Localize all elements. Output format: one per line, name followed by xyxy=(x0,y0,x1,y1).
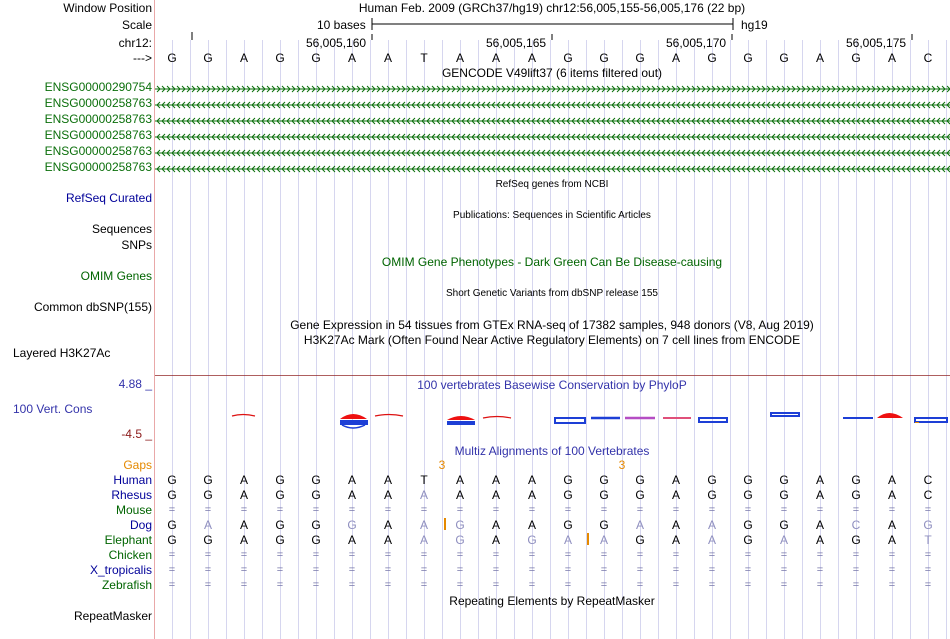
gene-feature[interactable] xyxy=(155,163,950,173)
aligned-base: = xyxy=(852,504,860,516)
gap-count-row xyxy=(155,458,950,472)
reference-base: G xyxy=(779,51,789,65)
aligned-base: C xyxy=(923,488,933,502)
dog-insertion-marker xyxy=(444,518,446,530)
alignment-row[interactable] xyxy=(155,488,950,502)
aligned-base: = xyxy=(672,504,680,516)
aligned-base: = xyxy=(636,579,644,591)
aligned-base: A xyxy=(239,488,248,502)
reference-base: T xyxy=(420,51,428,65)
coord-tick-1: 56,005,160 xyxy=(306,36,367,50)
track-label-dbsnp[interactable]: Common dbSNP(155) xyxy=(33,300,152,314)
aligned-base: G xyxy=(527,533,537,547)
aligned-base: A xyxy=(347,473,356,487)
reference-base: A xyxy=(527,51,536,65)
aligned-base: A xyxy=(491,533,500,547)
cons-max-value: 4.88 _ xyxy=(118,377,152,391)
alignment-row[interactable] xyxy=(155,473,950,487)
aligned-base: = xyxy=(600,579,608,591)
multiz-title: Multiz Alignments of 100 Vertebrates xyxy=(454,444,650,458)
aligned-base: = xyxy=(888,579,896,591)
aligned-base: G xyxy=(779,518,789,532)
aligned-base: A xyxy=(887,488,896,502)
reference-base: G xyxy=(707,51,717,65)
aligned-base: = xyxy=(564,579,572,591)
aligned-base: G xyxy=(167,488,177,502)
scale-label: Scale xyxy=(121,18,152,32)
aligned-base: A xyxy=(887,533,896,547)
scale-text: 10 bases xyxy=(317,18,366,32)
aligned-base: = xyxy=(168,504,176,516)
aligned-base: = xyxy=(816,549,824,561)
reference-base: G xyxy=(203,51,213,65)
gene-feature[interactable] xyxy=(155,99,950,109)
aligned-base: = xyxy=(204,579,212,591)
elephant-insertion-marker xyxy=(587,533,589,545)
aligned-base: = xyxy=(564,549,572,561)
aligned-base: A xyxy=(383,533,392,547)
aligned-base: G xyxy=(203,533,213,547)
aligned-base: G xyxy=(599,473,609,487)
gene-label-4[interactable]: ENSG00000258763 xyxy=(44,128,152,142)
aligned-base: = xyxy=(888,504,896,516)
aligned-base: = xyxy=(240,549,248,561)
aligned-base: = xyxy=(312,504,320,516)
aligned-base: = xyxy=(780,564,788,576)
gene-feature[interactable] xyxy=(155,83,950,93)
aligned-base: = xyxy=(780,504,788,516)
aligned-base: G xyxy=(923,518,933,532)
aligned-base: A xyxy=(491,488,500,502)
aligned-base: = xyxy=(276,549,284,561)
dbsnp-title: Short Genetic Variants from dbSNP release 155 xyxy=(446,288,658,299)
aligned-base: G xyxy=(311,518,321,532)
aligned-base: = xyxy=(168,549,176,561)
aligned-base: = xyxy=(456,504,464,516)
aligned-base: T xyxy=(420,473,428,487)
aligned-base: = xyxy=(852,579,860,591)
aligned-base: A xyxy=(239,533,248,547)
aligned-base: A xyxy=(779,533,788,547)
reference-base: G xyxy=(167,51,177,65)
aligned-base: = xyxy=(420,504,428,516)
aligned-base: G xyxy=(167,518,177,532)
gene-label-3[interactable]: ENSG00000258763 xyxy=(44,112,152,126)
coord-tick-2: 56,005,165 xyxy=(486,36,547,50)
aligned-base: A xyxy=(527,473,536,487)
aligned-base: = xyxy=(420,579,428,591)
aligned-base: T xyxy=(924,533,932,547)
reference-base: G xyxy=(599,51,609,65)
aligned-base: = xyxy=(672,564,680,576)
aligned-base: C xyxy=(923,473,933,487)
aligned-base: A xyxy=(671,518,680,532)
aligned-base: = xyxy=(672,549,680,561)
aligned-base: = xyxy=(528,564,536,576)
aligned-base: A xyxy=(563,533,572,547)
species-label-elephant[interactable]: Elephant xyxy=(104,533,152,547)
aligned-base: A xyxy=(887,518,896,532)
gtex-title: Gene Expression in 54 tissues from GTEx RNA-seq of 17382 samples, 948 donors (V8, Aug 2019) xyxy=(290,318,814,332)
scale-bar xyxy=(155,0,950,40)
aligned-base: A xyxy=(347,533,356,547)
aligned-base: G xyxy=(707,488,717,502)
gap-count: 3 xyxy=(438,458,446,472)
aligned-base: = xyxy=(636,504,644,516)
aligned-base: G xyxy=(275,518,285,532)
aligned-base: = xyxy=(420,564,428,576)
aligned-base: A xyxy=(347,488,356,502)
aligned-base: = xyxy=(672,579,680,591)
aligned-base: A xyxy=(527,488,536,502)
aligned-base: = xyxy=(564,564,572,576)
aligned-base: = xyxy=(456,579,464,591)
aligned-base: G xyxy=(635,488,645,502)
aligned-base: A xyxy=(599,533,608,547)
aligned-base: = xyxy=(168,564,176,576)
species-label-x-tropicalis[interactable]: X_tropicalis xyxy=(89,563,152,577)
aligned-base: = xyxy=(528,549,536,561)
aligned-base: G xyxy=(851,533,861,547)
aligned-base: G xyxy=(563,473,573,487)
aligned-base: A xyxy=(419,488,428,502)
aligned-base: = xyxy=(744,564,752,576)
aligned-base: = xyxy=(348,549,356,561)
aligned-base: A xyxy=(815,473,824,487)
track-display-area[interactable] xyxy=(155,0,950,639)
aligned-base: G xyxy=(203,488,213,502)
position-title: Human Feb. 2009 (GRCh37/hg19) chr12:56,005,155-56,005,176 (22 bp) xyxy=(358,1,746,15)
aligned-base: G xyxy=(599,488,609,502)
aligned-base: = xyxy=(780,579,788,591)
aligned-base: A xyxy=(419,518,428,532)
aligned-base: G xyxy=(275,533,285,547)
aligned-base: = xyxy=(384,564,392,576)
aligned-base: A xyxy=(383,518,392,532)
cons-min-value: -4.5 _ xyxy=(121,427,152,441)
reference-base: A xyxy=(347,51,356,65)
aligned-base: = xyxy=(924,504,932,516)
reference-base: G xyxy=(743,51,753,65)
aligned-base: = xyxy=(384,549,392,561)
reference-base: A xyxy=(383,51,392,65)
aligned-base: A xyxy=(455,488,464,502)
h3k27ac-title: H3K27Ac Mark (Often Found Near Active Regulatory Elements) on 7 cell lines from ENCODE xyxy=(303,333,801,347)
gene-label-6[interactable]: ENSG00000258763 xyxy=(44,160,152,174)
aligned-base: = xyxy=(924,564,932,576)
track-label-h3k27ac[interactable]: Layered H3K27Ac xyxy=(13,346,111,360)
aligned-base: = xyxy=(204,549,212,561)
publications-title: Publications: Sequences in Scientific Articles xyxy=(453,210,651,221)
aligned-base: = xyxy=(708,564,716,576)
reference-base: G xyxy=(311,51,321,65)
aligned-base: A xyxy=(491,473,500,487)
aligned-base: = xyxy=(636,564,644,576)
aligned-base: = xyxy=(168,579,176,591)
track-label-vert-cons[interactable]: 100 Vert. Cons xyxy=(13,402,93,416)
aligned-base: G xyxy=(347,518,357,532)
aligned-base: G xyxy=(203,473,213,487)
aligned-base: = xyxy=(528,504,536,516)
reference-base: A xyxy=(491,51,500,65)
aligned-base: = xyxy=(384,504,392,516)
aligned-base: A xyxy=(455,473,464,487)
aligned-base: = xyxy=(312,579,320,591)
aligned-base: = xyxy=(708,504,716,516)
aligned-base: = xyxy=(888,564,896,576)
track-label-repeatmasker[interactable]: RepeatMasker xyxy=(73,609,152,623)
aligned-base: A xyxy=(383,473,392,487)
aligned-base: G xyxy=(707,473,717,487)
strand-arrow-label: ---> xyxy=(133,51,152,65)
aligned-base: G xyxy=(599,518,609,532)
species-label-chicken[interactable]: Chicken xyxy=(108,548,152,562)
aligned-base: G xyxy=(635,473,645,487)
aligned-base: G xyxy=(635,533,645,547)
aligned-base: = xyxy=(924,579,932,591)
aligned-base: A xyxy=(887,473,896,487)
omim-title: OMIM Gene Phenotypes - Dark Green Can Be Disease-causing xyxy=(381,255,723,269)
gene-label-1[interactable]: ENSG00000290754 xyxy=(44,80,152,94)
aligned-base: A xyxy=(671,473,680,487)
reference-base: A xyxy=(671,51,680,65)
aligned-base: A xyxy=(383,488,392,502)
reference-base: A xyxy=(815,51,824,65)
aligned-base: G xyxy=(743,473,753,487)
aligned-base: = xyxy=(492,504,500,516)
species-label-mouse[interactable]: Mouse xyxy=(115,503,152,517)
aligned-base: A xyxy=(815,488,824,502)
coord-tick-4: 56,005,175 xyxy=(846,36,907,50)
reference-base: A xyxy=(887,51,896,65)
phylop-conservation-plot xyxy=(155,404,950,434)
aligned-base: = xyxy=(240,564,248,576)
alignment-row[interactable] xyxy=(155,503,950,517)
aligned-base: G xyxy=(311,473,321,487)
reference-base: A xyxy=(455,51,464,65)
aligned-base: G xyxy=(311,533,321,547)
aligned-base: = xyxy=(348,504,356,516)
alignment-row[interactable] xyxy=(155,518,950,532)
alignment-row[interactable] xyxy=(155,533,950,547)
gap-count: 3 xyxy=(618,458,626,472)
reference-base: G xyxy=(563,51,573,65)
alignment-row[interactable] xyxy=(155,578,950,592)
species-label-dog[interactable]: Dog xyxy=(129,518,152,532)
aligned-base: = xyxy=(600,549,608,561)
reference-base: G xyxy=(851,51,861,65)
aligned-base: = xyxy=(456,564,464,576)
h3k27ac-baseline xyxy=(155,375,950,376)
aligned-base: = xyxy=(816,504,824,516)
aligned-base: A xyxy=(707,533,716,547)
aligned-base: = xyxy=(708,549,716,561)
reference-base-row xyxy=(155,51,950,65)
aligned-base: = xyxy=(888,549,896,561)
aligned-base: = xyxy=(924,549,932,561)
assembly-label: hg19 xyxy=(741,18,768,32)
gene-label-2[interactable]: ENSG00000258763 xyxy=(44,96,152,110)
aligned-base: A xyxy=(239,473,248,487)
aligned-base: = xyxy=(708,579,716,591)
aligned-base: = xyxy=(240,504,248,516)
aligned-base: G xyxy=(563,518,573,532)
track-label-column xyxy=(0,0,155,639)
repeatmasker-title: Repeating Elements by RepeatMasker xyxy=(449,594,655,608)
track-label-sequences[interactable]: Sequences xyxy=(91,222,152,236)
aligned-base: G xyxy=(851,473,861,487)
aligned-base: = xyxy=(852,549,860,561)
aligned-base: G xyxy=(275,473,285,487)
aligned-base: G xyxy=(563,488,573,502)
aligned-base: A xyxy=(203,518,212,532)
aligned-base: = xyxy=(276,504,284,516)
reference-base: C xyxy=(923,51,933,65)
chrom-label: chr12: xyxy=(118,36,152,50)
gene-feature[interactable] xyxy=(155,147,950,157)
aligned-base: = xyxy=(744,549,752,561)
aligned-base: = xyxy=(492,564,500,576)
aligned-base: A xyxy=(815,518,824,532)
reference-base: A xyxy=(239,51,248,65)
aligned-base: = xyxy=(744,504,752,516)
aligned-base: G xyxy=(455,518,465,532)
aligned-base: = xyxy=(312,549,320,561)
reference-base: G xyxy=(635,51,645,65)
aligned-base: = xyxy=(528,579,536,591)
species-label-zebrafish[interactable]: Zebrafish xyxy=(101,578,152,592)
aligned-base: G xyxy=(167,473,177,487)
aligned-base: = xyxy=(348,564,356,576)
aligned-base: = xyxy=(276,579,284,591)
aligned-base: A xyxy=(491,518,500,532)
refseq-title: RefSeq genes from NCBI xyxy=(495,179,609,190)
aligned-base: = xyxy=(564,504,572,516)
track-label-omim[interactable]: OMIM Genes xyxy=(80,269,152,283)
aligned-base: G xyxy=(743,533,753,547)
window-position-label: Window Position xyxy=(63,1,152,15)
aligned-base: G xyxy=(455,533,465,547)
aligned-base: A xyxy=(671,533,680,547)
reference-base: G xyxy=(275,51,285,65)
aligned-base: G xyxy=(743,488,753,502)
gene-label-5[interactable]: ENSG00000258763 xyxy=(44,144,152,158)
aligned-base: = xyxy=(456,549,464,561)
alignment-row[interactable] xyxy=(155,563,950,577)
alignment-row[interactable] xyxy=(155,548,950,562)
species-label-rhesus[interactable]: Rhesus xyxy=(111,488,152,502)
aligned-base: = xyxy=(348,579,356,591)
aligned-base: G xyxy=(311,488,321,502)
track-label-gaps: Gaps xyxy=(123,458,152,472)
aligned-base: = xyxy=(276,564,284,576)
aligned-base: = xyxy=(204,504,212,516)
aligned-base: = xyxy=(744,579,752,591)
aligned-base: G xyxy=(779,473,789,487)
aligned-base: = xyxy=(600,504,608,516)
aligned-base: G xyxy=(743,518,753,532)
aligned-base: = xyxy=(240,579,248,591)
aligned-base: A xyxy=(671,488,680,502)
coord-tick-3: 56,005,170 xyxy=(666,36,727,50)
aligned-base: = xyxy=(636,549,644,561)
track-label-snps[interactable]: SNPs xyxy=(121,238,152,252)
species-label-human[interactable]: Human xyxy=(113,473,152,487)
aligned-base: G xyxy=(167,533,177,547)
gene-feature[interactable] xyxy=(155,115,950,125)
gencode-title: GENCODE V49lift37 (6 items filtered out) xyxy=(441,66,663,80)
aligned-base: G xyxy=(275,488,285,502)
aligned-base: = xyxy=(600,564,608,576)
aligned-base: = xyxy=(852,564,860,576)
aligned-base: G xyxy=(779,488,789,502)
aligned-base: C xyxy=(851,518,861,532)
aligned-base: A xyxy=(815,533,824,547)
aligned-base: = xyxy=(780,549,788,561)
aligned-base: A xyxy=(419,533,428,547)
phylop-title: 100 vertebrates Basewise Conservation by PhyloP xyxy=(417,378,687,392)
aligned-base: G xyxy=(851,488,861,502)
aligned-base: A xyxy=(707,518,716,532)
aligned-base: A xyxy=(635,518,644,532)
aligned-base: = xyxy=(492,579,500,591)
aligned-base: = xyxy=(312,564,320,576)
gene-feature[interactable] xyxy=(155,131,950,141)
track-label-refseq[interactable]: RefSeq Curated xyxy=(65,191,152,205)
aligned-base: = xyxy=(816,579,824,591)
aligned-base: = xyxy=(204,564,212,576)
aligned-base: = xyxy=(816,564,824,576)
aligned-base: A xyxy=(239,518,248,532)
aligned-base: A xyxy=(527,518,536,532)
aligned-base: = xyxy=(492,549,500,561)
aligned-base: = xyxy=(420,549,428,561)
aligned-base: = xyxy=(384,579,392,591)
